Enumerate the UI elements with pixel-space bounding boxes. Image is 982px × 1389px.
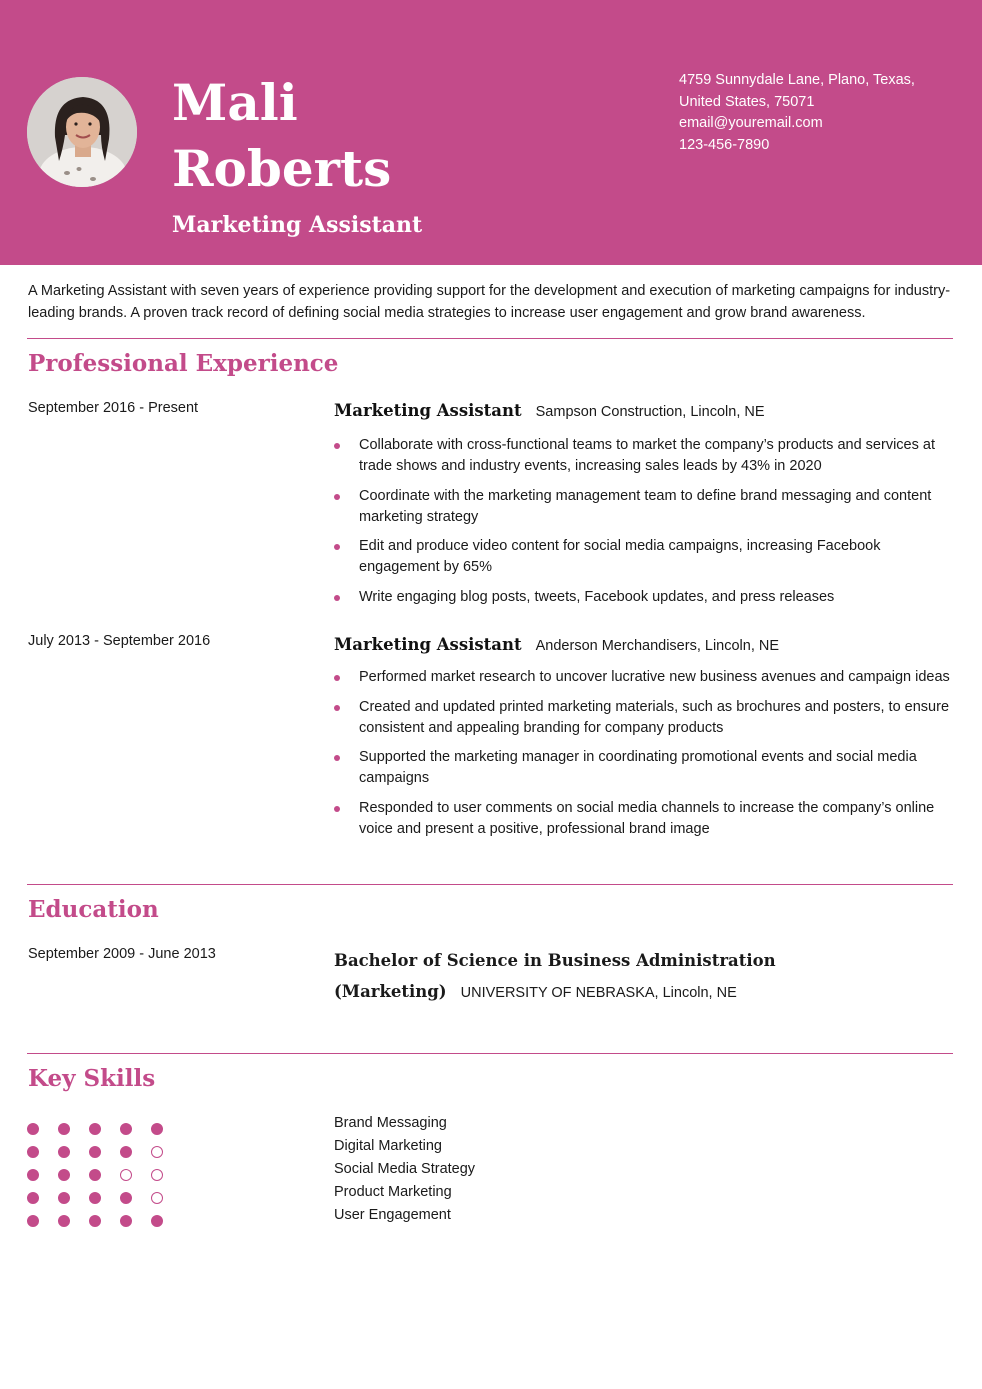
experience-heading: Professional Experience [28,350,339,377]
first-name: Mali [172,73,298,132]
bullet-item [334,697,954,739]
bullet-text: Responded to user comments on social media channels to increase the company’s online voice and present a positive, professional brand image [359,799,935,837]
divider [27,338,953,339]
bullet-text: Supported the marketing manager in coordinating promotional events and social media campaigns [359,749,917,786]
education-heading: Education [28,896,159,923]
skill-rating-grid [27,1117,182,1232]
rating-dot-empty [151,1192,163,1204]
summary-text: A Marketing Assistant with seven years of experience providing support for the development and execution of marketing campaigns for industry-leading brands. A proven track record of defining social media strategies to increase user engagement and grow brand awareness. [28,283,951,321]
job-company: Sampson Construction, Lincoln, NE [535,404,765,420]
rating-dot-empty [151,1146,163,1158]
contact-block [679,70,915,156]
job-header [334,635,779,655]
profile-photo-illustration [27,77,137,187]
skill-rating-row [27,1140,182,1163]
address-line-1: 4759 Sunnydale Lane, Plano, Texas, [679,72,915,88]
bullet-item [334,667,954,688]
skill-rating-row [27,1186,182,1209]
education-entry [334,946,954,1008]
skill-rating-row [27,1209,182,1232]
bullet-text: Collaborate with cross-functional teams to market the company’s products and services at trade shows and industry events, increasing sales leads by 43% in 2020 [359,437,935,474]
profile-photo [27,77,137,187]
rating-dot-filled [27,1146,39,1158]
rating-dot-filled [27,1169,39,1181]
bullet-dot [334,755,340,761]
job-dates: September 2016 - Present [28,400,199,416]
job-role: Marketing Assistant [334,401,522,420]
skills-heading: Key Skills [28,1065,156,1092]
bullet-dot [334,443,340,449]
rating-dot-filled [89,1169,101,1181]
bullet-item [334,747,954,789]
skill-name: User Engagement [334,1207,451,1223]
rating-dot-filled [120,1215,132,1227]
bullet-item [334,435,954,477]
bullet-dot [334,544,340,550]
job-dates: July 2013 - September 2016 [28,633,211,649]
resume-header [0,0,982,265]
rating-dot-filled [58,1192,70,1204]
skill-name: Digital Marketing [334,1138,442,1154]
skill-name: Social Media Strategy [334,1161,476,1177]
bullet-item [334,798,954,840]
job-header [334,401,765,421]
bullet-dot [334,806,340,812]
rating-dot-filled [120,1146,132,1158]
rating-dot-filled [89,1123,101,1135]
skill-rating-row [27,1117,182,1140]
degree: Bachelor of Science in Business Administration (Marketing) [334,951,776,1001]
school: UNIVERSITY OF NEBRASKA, Lincoln, NE [460,985,737,1001]
last-name: Roberts [172,139,392,198]
rating-dot-filled [151,1123,163,1135]
bullet-text: Created and updated printed marketing materials, such as brochures and posters, to ensure consistent and appealing branding for company products [359,698,950,736]
rating-dot-filled [120,1192,132,1204]
skills-list [334,1112,475,1227]
rating-dot-filled [89,1146,101,1158]
rating-dot-filled [58,1123,70,1135]
education-dates: September 2009 - June 2013 [28,946,216,962]
job-title: Marketing Assistant [172,212,423,238]
address-line-2: United States, 75071 [679,93,815,110]
bullet-text: Coordinate with the marketing management team to define brand messaging and content marketing strategy [359,487,932,525]
bullet-item [334,587,954,608]
bullet-item [334,486,954,528]
rating-dot-filled [151,1215,163,1227]
job-role: Marketing Assistant [334,635,522,654]
rating-dot-filled [89,1192,101,1204]
bullet-text: Performed market research to uncover lucrative new business avenues and campaign ideas [359,669,950,685]
bullet-text: Edit and produce video content for social media campaigns, increasing Facebook engagement by 65% [359,538,881,575]
skill-name: Product Marketing [334,1184,452,1200]
bullet-dot [334,705,340,711]
rating-dot-filled [27,1123,39,1135]
rating-dot-filled [27,1192,39,1204]
rating-dot-filled [89,1215,101,1227]
rating-dot-empty [120,1169,132,1181]
bullet-dot [334,595,340,601]
divider [27,1053,953,1054]
divider [27,884,953,885]
bullet-item [334,536,954,578]
rating-dot-filled [58,1169,70,1181]
rating-dot-filled [58,1215,70,1227]
rating-dot-filled [58,1146,70,1158]
bullet-text: Write engaging blog posts, tweets, Facebook updates, and press releases [359,588,835,605]
job-bullets [334,667,954,848]
skill-name: Brand Messaging [334,1115,447,1131]
rating-dot-filled [120,1123,132,1135]
rating-dot-filled [27,1215,39,1227]
job-bullets [334,435,954,616]
skill-rating-row [27,1163,182,1186]
bullet-dot [334,675,340,681]
rating-dot-empty [151,1169,163,1181]
bullet-dot [334,494,340,500]
job-company: Anderson Merchandisers, Lincoln, NE [535,638,780,654]
phone[interactable]: 123-456-7890 [679,136,770,153]
email[interactable]: email@youremail.com [679,115,823,131]
